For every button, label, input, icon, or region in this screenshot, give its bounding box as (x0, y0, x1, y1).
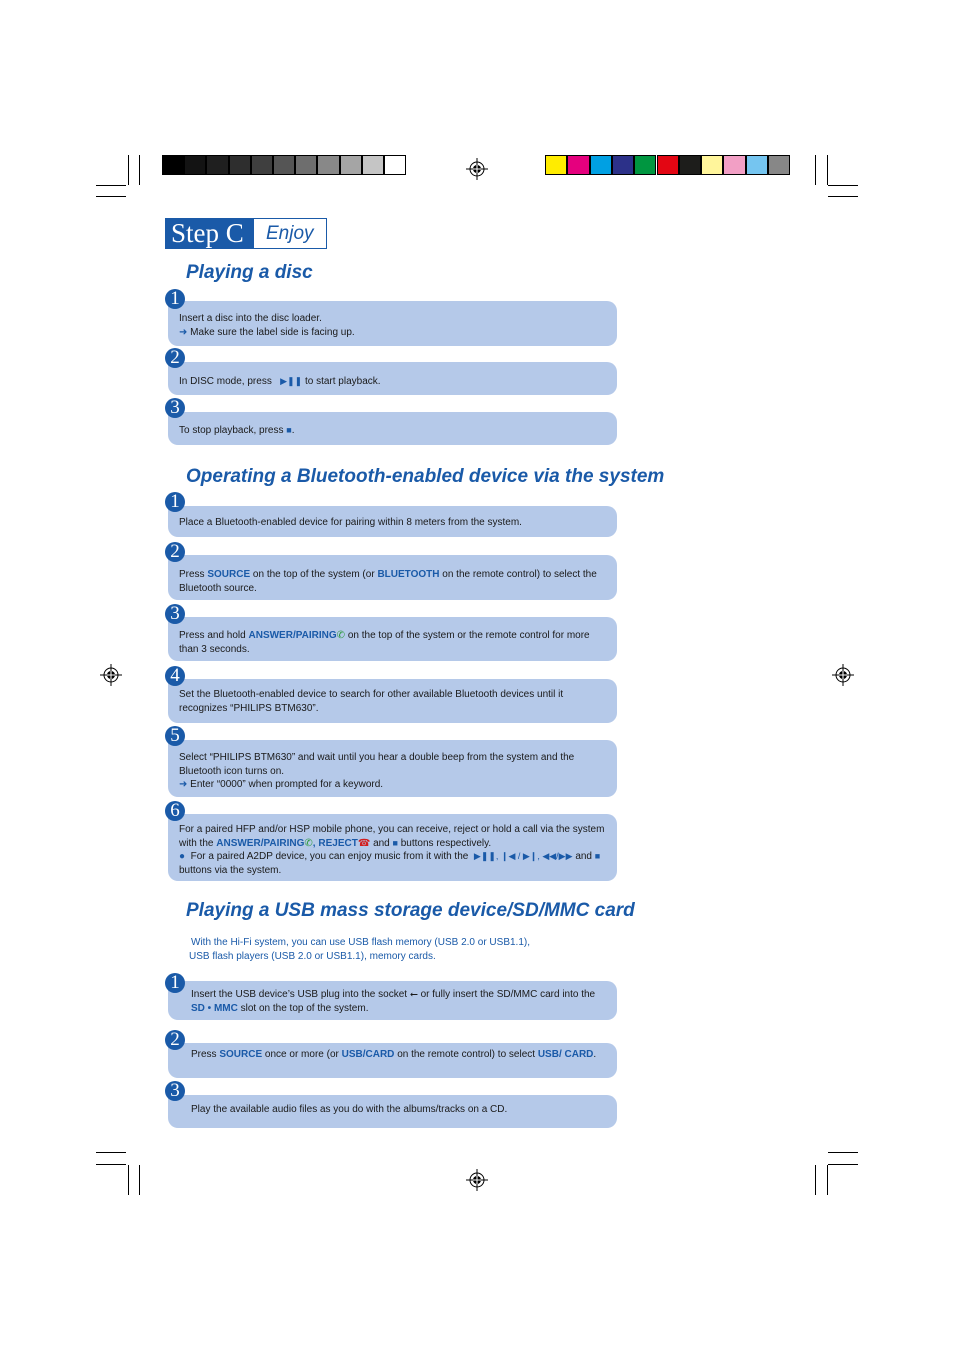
crop-mark (828, 1152, 858, 1153)
crop-mark (128, 155, 129, 185)
color-swatch (657, 155, 679, 175)
step-text: Press and hold (179, 630, 246, 641)
color-swatch (612, 155, 634, 175)
answer-pairing-key: ANSWER/PAIRING (216, 837, 305, 849)
color-swatch (701, 155, 723, 175)
step-number: 5 (165, 726, 185, 746)
bt-step-3 (168, 617, 617, 661)
sd-mmc-label: SD • MMC (191, 1002, 238, 1014)
crop-mark (96, 185, 126, 186)
step-text: For a paired HFP and/or HSP mobile phone, you can receive, reject or hold a call via the system with the (179, 824, 605, 849)
step-text: on the remote control) to select the Bluetooth source. (179, 569, 597, 594)
reject-key: REJECT (318, 837, 358, 849)
section-title-disc: Playing a disc (186, 262, 313, 283)
source-key: SOURCE (219, 1049, 263, 1060)
usb-icon: ⭠ (409, 989, 418, 1000)
color-swatch (634, 155, 656, 175)
color-swatch (162, 155, 184, 175)
bt-step-2 (168, 555, 617, 600)
step-text: . (291, 425, 295, 436)
color-swatch (206, 155, 228, 175)
step-number: 4 (165, 666, 185, 686)
step-text: once or more (or (264, 1049, 339, 1060)
stop-icon: ■ (594, 851, 601, 861)
crop-mark (128, 1165, 129, 1195)
usb-card-key: USB/CARD (341, 1049, 395, 1060)
step-number: 3 (165, 604, 185, 624)
step-number: 1 (165, 492, 185, 512)
step-text: Play the available audio files as you do with the albums/tracks on a CD. (191, 1104, 508, 1115)
color-swatch (545, 155, 567, 175)
step-text: Press (191, 1049, 217, 1060)
bt-step-5 (168, 740, 617, 797)
step-label: Step C (165, 218, 253, 249)
usb-step-3 (168, 1095, 617, 1128)
step-subtext: Make sure the label side is facing up. (190, 326, 355, 338)
step-text: For a paired A2DP device, you can enjoy music from it with the (190, 851, 469, 862)
registration-mark-icon (466, 1169, 488, 1191)
color-swatch (251, 155, 273, 175)
answer-pairing-key: ANSWER/PAIRING (248, 630, 337, 641)
disc-step-1 (168, 301, 617, 346)
step-number: 3 (165, 398, 185, 418)
registration-mark-icon (832, 664, 854, 686)
step-text: slot on the top of the system. (240, 1002, 369, 1014)
transport-controls-icon: ▶❚❚, ❙◀ / ▶❙, ◀◀/▶▶ (473, 851, 573, 861)
step-number: 2 (165, 348, 185, 368)
color-swatch (746, 155, 768, 175)
step-number: 2 (165, 1030, 185, 1050)
step-text: buttons respectively. (400, 837, 492, 849)
phone-answer-icon: ✆ (304, 837, 313, 849)
crop-mark (827, 1165, 828, 1195)
step-text: Select “PHILIPS BTM630” and wait until you hear a double beep from the system and the Bluetooth icon turns on. (179, 752, 575, 777)
bullet-icon: ● (179, 851, 186, 862)
step-text: To stop playback, press (179, 425, 284, 436)
arrow-icon: ➜ (179, 326, 188, 338)
crop-mark (828, 1164, 858, 1165)
step-text: . (593, 1049, 597, 1060)
color-swatch (679, 155, 701, 175)
usb-step-1 (168, 981, 617, 1020)
color-swatch (590, 155, 612, 175)
color-swatch (362, 155, 384, 175)
source-key: SOURCE (207, 569, 251, 580)
crop-mark (96, 1152, 126, 1153)
registration-mark-icon (100, 664, 122, 686)
step-number: 1 (165, 973, 185, 993)
step-text: on the top of the system (or (252, 569, 375, 580)
crop-mark (828, 185, 858, 186)
bluetooth-key: BLUETOOTH (377, 569, 440, 580)
step-text: Insert the USB device’s USB plug into the socket (191, 989, 408, 1000)
step-text: buttons via the system. (179, 864, 282, 876)
step-number: 2 (165, 542, 185, 562)
crop-mark (815, 1165, 816, 1195)
step-text: In DISC mode, press (179, 376, 272, 387)
disc-step-3 (168, 412, 617, 445)
registration-mark-icon (466, 158, 488, 180)
step-text: and (575, 851, 592, 862)
section-title-bluetooth: Operating a Bluetooth-enabled device via the system (186, 466, 665, 487)
step-text: to start playback. (304, 376, 381, 387)
step-text: on the remote control) to select (397, 1049, 536, 1060)
phone-reject-icon: ☎ (357, 837, 371, 849)
stop-icon: ■ (392, 837, 398, 848)
phone-answer-icon: ✆ (336, 630, 346, 641)
color-swatch (273, 155, 295, 175)
intro-text: USB flash players (USB 2.0 or USB1.1), memory cards. (189, 951, 436, 962)
bt-step-1 (168, 506, 617, 537)
step-subtext: Enter “0000” when prompted for a keyword. (190, 779, 384, 790)
color-swatch (229, 155, 251, 175)
color-swatch (317, 155, 339, 175)
step-text: Set the Bluetooth-enabled device to search for other available Bluetooth devices until it recognizes “PHILIPS BTM630”. (179, 689, 564, 714)
separator: , (312, 837, 316, 849)
bt-step-4 (168, 679, 617, 723)
intro-text: With the Hi-Fi system, you can use USB flash memory (USB 2.0 or USB1.1), (191, 937, 530, 948)
color-swatch (723, 155, 745, 175)
bt-step-6 (168, 814, 617, 881)
step-subtitle: Enjoy (253, 218, 327, 249)
section-title-usb: Playing a USB mass storage device/SD/MMC card (186, 900, 635, 921)
step-text: and (373, 837, 390, 849)
play-pause-icon: ▶❚❚ (280, 376, 303, 386)
step-number: 1 (165, 289, 185, 309)
crop-mark (139, 1165, 140, 1195)
usb-step-2 (168, 1043, 617, 1078)
arrow-icon: ➜ (179, 779, 188, 790)
step-text: on the top of the system or the remote control for more than 3 seconds. (179, 630, 590, 655)
crop-mark (139, 155, 140, 185)
step-text: Press (179, 569, 205, 580)
step-text: Place a Bluetooth-enabled device for pairing within 8 meters from the system. (179, 517, 522, 528)
color-swatch (340, 155, 362, 175)
color-swatch (567, 155, 589, 175)
color-swatch (184, 155, 206, 175)
usb-card-key: USB/ CARD (537, 1049, 594, 1060)
step-number: 6 (165, 801, 185, 821)
disc-step-2 (168, 362, 617, 395)
color-swatch (384, 155, 406, 175)
crop-mark (96, 196, 126, 197)
step-text: or fully insert the SD/MMC card into the (420, 989, 596, 1000)
color-swatch (768, 155, 790, 175)
crop-mark (828, 196, 858, 197)
stop-icon: ■ (286, 425, 292, 435)
crop-mark (815, 155, 816, 185)
step-text: Insert a disc into the disc loader. (179, 313, 322, 324)
step-number: 3 (165, 1081, 185, 1101)
color-swatch (295, 155, 317, 175)
crop-mark (827, 155, 828, 185)
crop-mark (96, 1164, 126, 1165)
